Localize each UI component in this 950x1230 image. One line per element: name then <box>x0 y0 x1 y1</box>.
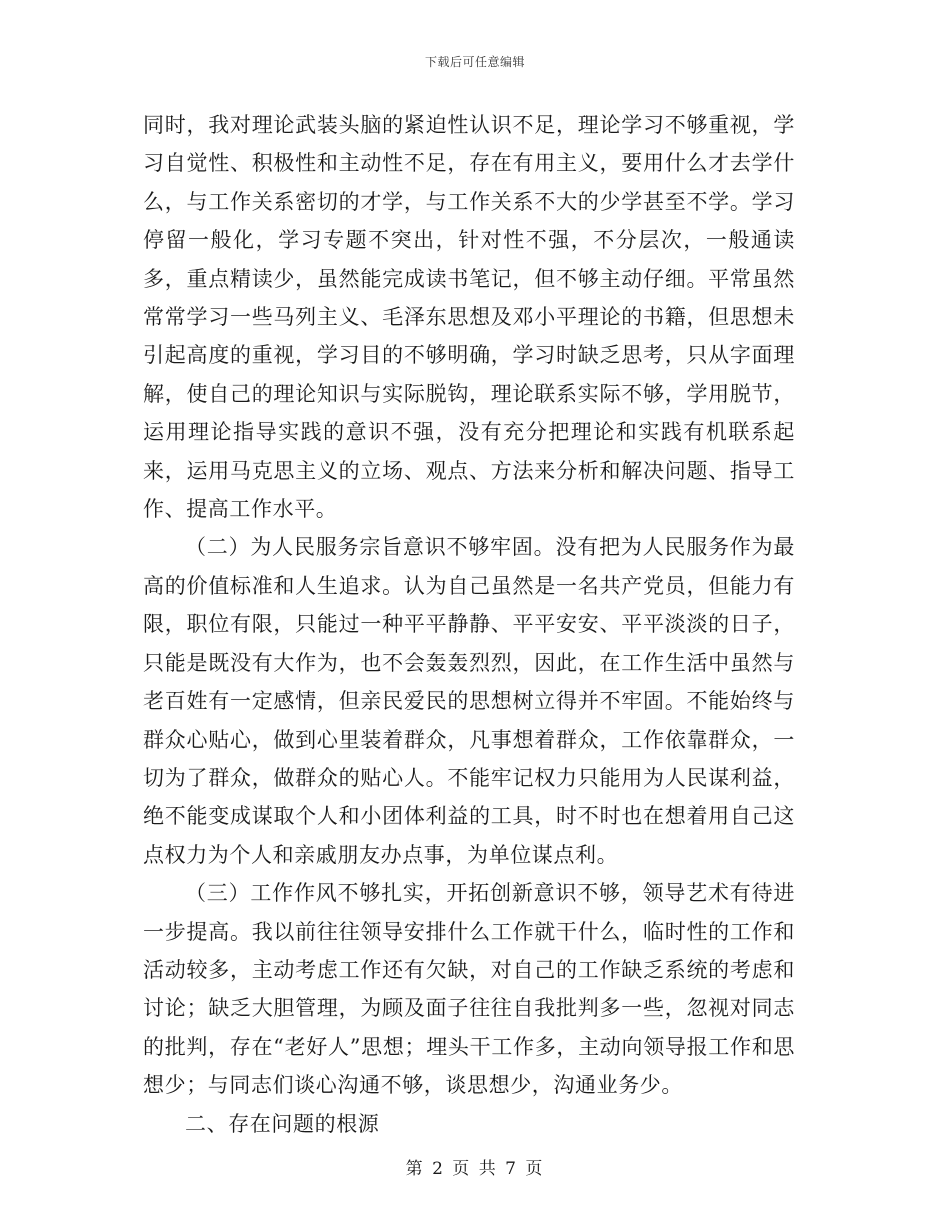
paragraph-theory-study: 同时，我对理论武装头脑的紧迫性认识不足，理论学习不够重视，学习自觉性、积极性和主动性不足，存在有用主义，要用什么才去学什么，与工作关系密切的才学，与工作关系不大的少学甚至不学。学习停留一般化，学习专题不突出，针对性不强，不分层次，一般通读多，重点精读少，虽然能完成读书笔记，但不够主动仔细。平常虽然常常学习一些马列主义、毛泽东思想及邓小平理论的书籍，但思想未引起高度的重视，学习目的不够明确，学习时缺乏思考，只从字面理解，使自己的理论知识与实际脱钩，理论联系实际不够，学用脱节，运用理论指导实践的意识不强，没有充分把理论和实践有机联系起来，运用马克思主义的立场、观点、方法来分析和解决问题、指导工作、提高工作水平。 <box>143 113 795 522</box>
page-number: 第 2 页 共 7 页 <box>405 1159 545 1179</box>
document-body <box>143 106 795 1143</box>
paragraph-work-style: （三）工作作风不够扎实，开拓创新意识不够，领导艺术有待进一步提高。我以前往往领导安排什么工作就干什么，临时性的工作和活动较多，主动考虑工作还有欠缺，对自己的工作缺乏系统的考虑和讨论；缺乏大胆管理，为顾及面子往往自我批判多一些，忽视对同志的批判，存在“老好人”思想；埋头干工作多，主动向领导报工作和思想少；与同志们谈心沟通不够，谈思想少，沟通业务少。 <box>143 881 795 1098</box>
paragraph-service-awareness: （二）为人民服务宗旨意识不够牢固。没有把为人民服务作为最高的价值标准和人生追求。认为自己虽然是一名共产党员，但能力有限，职位有限，只能过一种平平静静、平平安安、平平淡淡的日子，只能是既没有大作为，也不会轰轰烈烈，因此，在工作生活中虽然与老百姓有一定感情，但亲民爱民的思想树立得并不牢固。不能始终与群众心贴心，做到心里装着群众，凡事想着群众，工作依靠群众，一切为了群众，做群众的贴心人。不能牢记权力只能用为人民谋利益，绝不能变成谋取个人和小团体利益的工具，时不时也在想着用自己这点权力为个人和亲戚朋友办点事，为单位谋点利。 <box>143 535 795 867</box>
page-header-note: 下载后可任意编辑 <box>424 55 525 69</box>
section-heading-root-causes: 二、存在问题的根源 <box>185 1111 380 1136</box>
